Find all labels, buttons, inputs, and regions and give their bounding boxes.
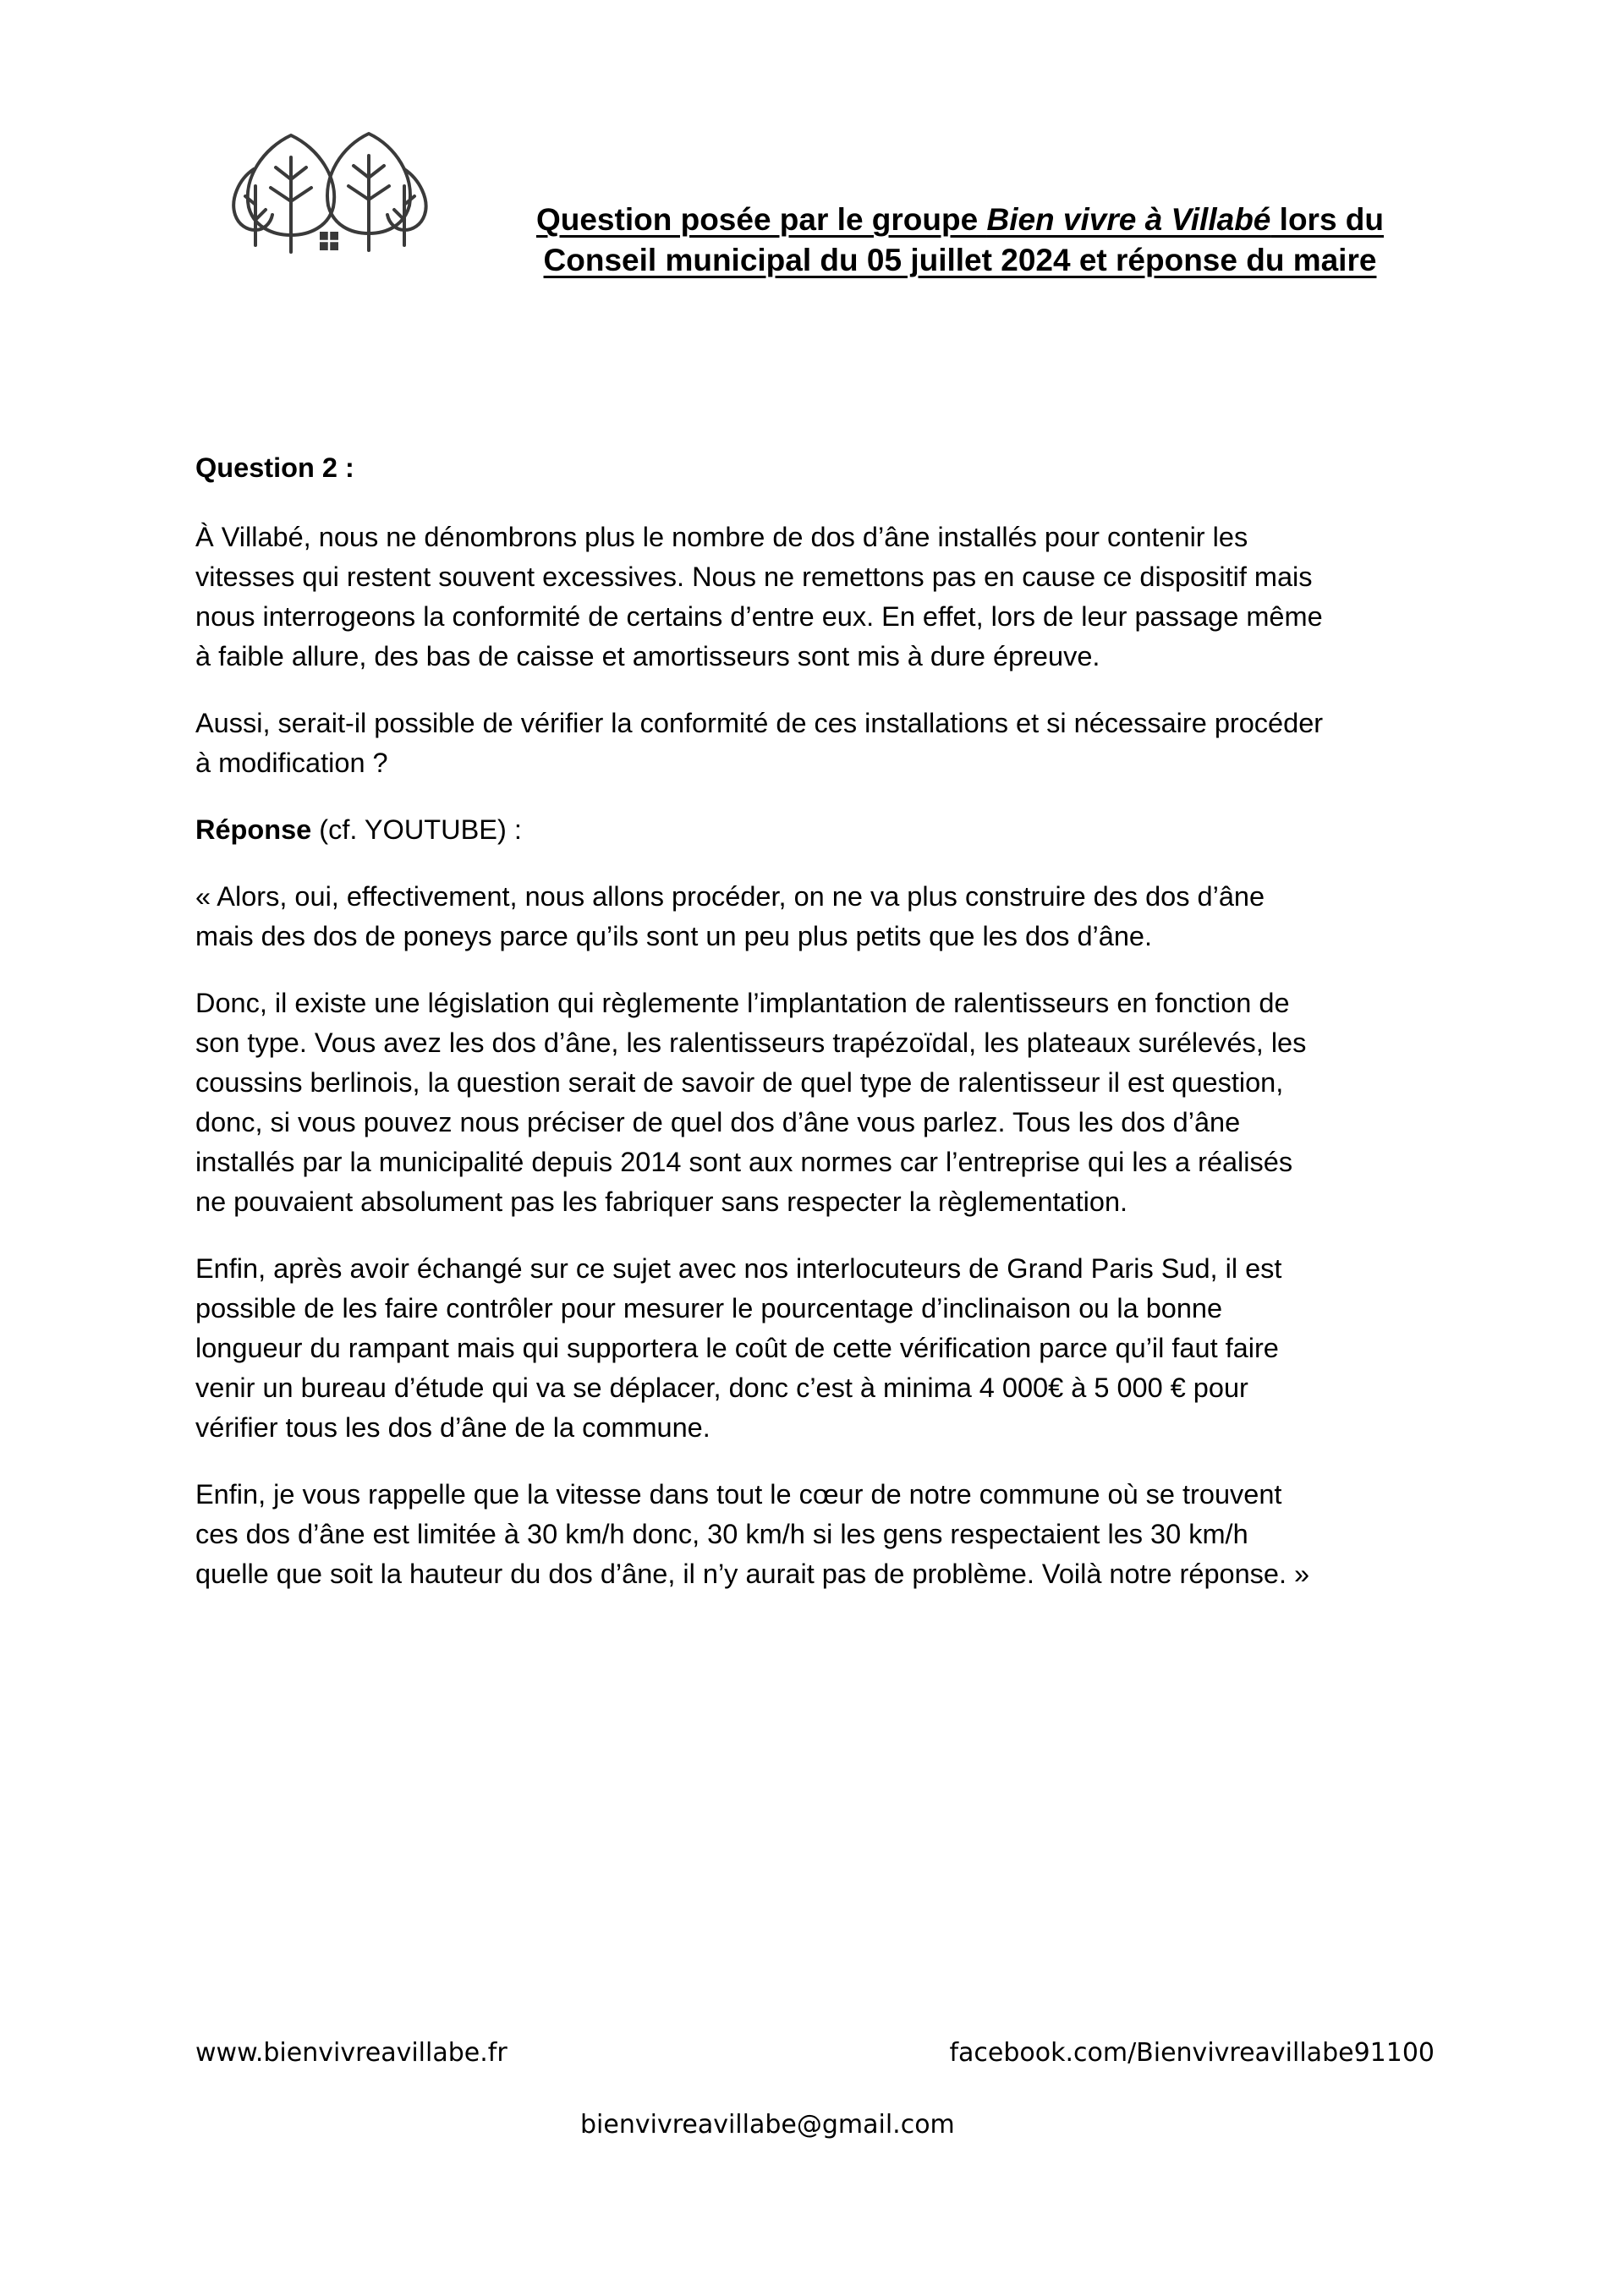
title-line-1: Question posée par le groupe Bien vivre à Villabé lors du [535,202,1385,237]
title-line-2: Conseil municipal du 05 juillet 2024 et réponse du maire [543,243,1377,277]
group-name: Bien vivre à Villabé [986,202,1271,237]
reponse-paragraph-1: « Alors, oui, effectivement, nous allons procéder, on ne va plus construire des dos d’âne mais des dos de poneys parce qu’ils sont un peu plus petits que les dos d’âne. [195,881,1265,951]
document-title [508,200,1413,281]
email-link[interactable]: bienvivreavillabe@gmail.com [580,2110,955,2140]
document-body [195,448,1439,1621]
reponse-paragraph-4: Enfin, je vous rappelle que la vitesse dans tout le cœur de notre commune où se trouvent ces dos d’âne est limitée à 30 km/h donc, 30 km/h si les gens respectaient les 30 km/h quelle que soit la hauteur du dos d’âne, il n’y aurait pas de problème. Voilà notre réponse. » [195,1479,1310,1589]
question-paragraph-1: À Villabé, nous ne dénombrons plus le nombre de dos d’âne installés pour contenir les vitesses qui restent souvent excessives. Nous ne remettons pas en cause ce dispositif mais nous interrogeons la conformité de certains d’entre eux. En effet, lors de leur passage même à faible allure, des bas de caisse et amortisseurs sont mis à dure épreuve. [195,522,1323,671]
reponse-label: Réponse (cf. YOUTUBE) : [195,814,522,845]
reponse-paragraph-3: Enfin, après avoir échangé sur ce sujet avec nos interlocuteurs de Grand Paris Sud, il est possible de les faire contrôler pour mesurer le pourcentage d’inclinaison ou la bonne longueur du rampant mais qui supportera le coût de cette vérification parce qu’il faut faire venir un bureau d’étude qui va se déplacer, donc c’est à minima 4 000€ à 5 000 € pour vérifier tous les dos d’âne de la commune. [195,1253,1282,1443]
website-link[interactable]: www.bienvivreavillabe.fr [195,2038,508,2068]
trees-house-logo-icon [188,127,464,254]
question-paragraph-2: Aussi, serait-il possible de vérifier la conformité de ces installations et si nécessaire procéder à modification ? [195,708,1324,778]
question-label: Question 2 : [195,452,354,483]
facebook-link[interactable]: facebook.com/Bienvivreavillabe91100 [949,2038,1435,2068]
reponse-paragraph-2: Donc, il existe une législation qui règlemente l’implantation de ralentisseurs en fonction de son type. Vous avez les dos d’âne, les ralentisseurs trapézoïdal, les plateaux surélevés, les coussins berlinois, la question serait de savoir de quel type de ralentisseur il est question, donc, si vous pouvez nous préciser de quel dos d’âne vous parlez. Tous les dos d’âne installés par la municipalité depuis 2014 sont aux normes car l’entreprise qui les a réalisés ne pouvaient absolument pas les fabriquer sans respecter la règlementation. [195,988,1307,1217]
brand-logo [188,127,464,365]
